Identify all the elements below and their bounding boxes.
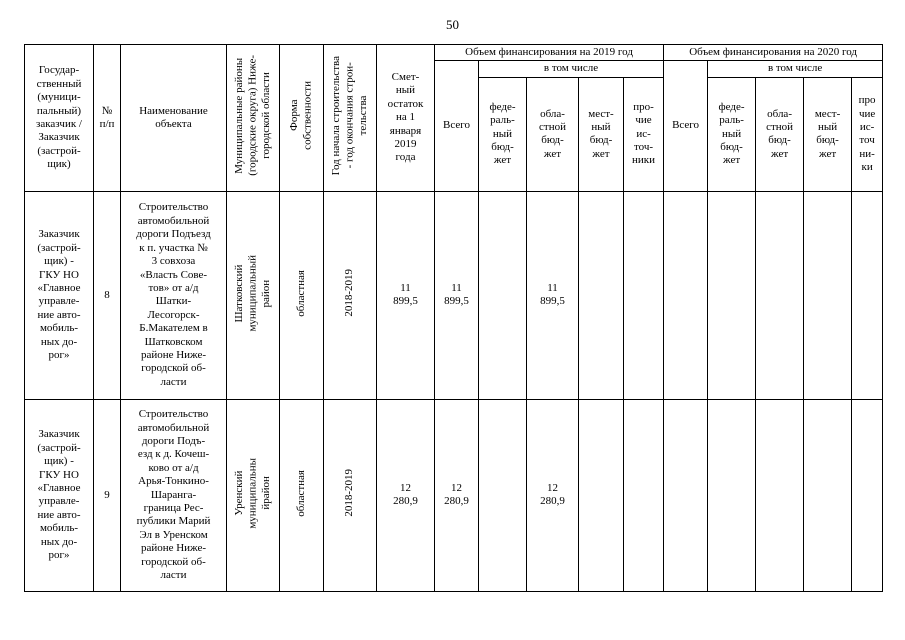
row-num: 8 xyxy=(94,191,121,399)
header-regional-2020: обла- стной бюд- жет xyxy=(756,77,804,191)
row-object-name: Строительство автомобильной дороги Подъезд к п. участка № 3 совхоза «Власть Сове- тов» от а/д Шатки- Лесогорск- Б.Макателем в Шатковском районе Ниже- городской об- ласти xyxy=(121,191,227,399)
row-balance: 12 280,9 xyxy=(377,399,435,591)
financing-table xyxy=(24,44,883,592)
header-customer: Государ- ственный (муници- пальный) заказчик / Заказчик (застрой- щик) xyxy=(25,45,94,192)
row-federal-2019 xyxy=(479,399,527,591)
row-regional-2020 xyxy=(756,399,804,591)
header-total-2020: Всего xyxy=(664,61,708,191)
row-other-2019 xyxy=(624,191,664,399)
header-row-1 xyxy=(25,45,883,61)
row-object-name: Строительство автомобильной дороги Подъ- езд к д. Кочеш- ково от а/д Арья-Тонкино- Шаранга- граница Рес- публики Марий Эл в Уренском районе Ниже- городской об- ласти xyxy=(121,399,227,591)
row-total-2020 xyxy=(664,191,708,399)
header-name: Наименование объекта xyxy=(121,45,227,192)
row-federal-2019 xyxy=(479,191,527,399)
header-other-2019: про- чие ис- точ- ники xyxy=(624,77,664,191)
header-federal-2019: феде- раль- ный бюд- жет xyxy=(479,77,527,191)
row-customer: Заказчик (застрой- щик) - ГКУ НО «Главное управле- ние авто- мобиль- ных до- рог» xyxy=(25,191,94,399)
row-regional-2019: 12 280,9 xyxy=(527,399,579,591)
row-years: 2018-2019 xyxy=(324,191,377,399)
header-district: Муниципальные районы (городские округа) Ниже- городской области xyxy=(227,45,280,192)
row-other-2020 xyxy=(852,399,883,591)
row-federal-2020 xyxy=(708,399,756,591)
row-customer: Заказчик (застрой- щик) - ГКУ НО «Главное управле- ние авто- мобиль- ных до- рог» xyxy=(25,399,94,591)
row-federal-2020 xyxy=(708,191,756,399)
row-local-2020 xyxy=(804,399,852,591)
row-local-2020 xyxy=(804,191,852,399)
header-including-2020: в том числе xyxy=(708,61,883,77)
table-row xyxy=(25,399,883,591)
row-ownership: областная xyxy=(280,399,324,591)
row-years: 2018-2019 xyxy=(324,399,377,591)
row-num: 9 xyxy=(94,399,121,591)
row-district: Шатковский муниципальный район xyxy=(227,191,280,399)
row-district: Уренский муниципальны йрайон xyxy=(227,399,280,591)
row-ownership: областная xyxy=(280,191,324,399)
header-including-2019: в том числе xyxy=(479,61,664,77)
header-ownership: Форма собственности xyxy=(280,45,324,192)
page-number: 50 xyxy=(446,17,459,32)
row-regional-2019: 11 899,5 xyxy=(527,191,579,399)
header-fin-2019: Объем финансирования на 2019 год xyxy=(435,45,664,61)
header-local-2020: мест- ный бюд- жет xyxy=(804,77,852,191)
header-federal-2020: феде- раль- ный бюд- жет xyxy=(708,77,756,191)
row-local-2019 xyxy=(579,399,624,591)
row-other-2020 xyxy=(852,191,883,399)
header-other-2020: про чие ис- точ ни- ки xyxy=(852,77,883,191)
header-local-2019: мест- ный бюд- жет xyxy=(579,77,624,191)
row-other-2019 xyxy=(624,399,664,591)
row-regional-2020 xyxy=(756,191,804,399)
header-balance: Смет- ный остаток на 1 января 2019 года xyxy=(377,45,435,192)
header-regional-2019: обла- стной бюд- жет xyxy=(527,77,579,191)
table-row xyxy=(25,191,883,399)
header-years: Год начала строительства - год окончания строи- тельства xyxy=(324,45,377,192)
header-total-2019: Всего xyxy=(435,61,479,191)
row-balance: 11 899,5 xyxy=(377,191,435,399)
row-total-2019: 11 899,5 xyxy=(435,191,479,399)
header-fin-2020: Объем финансирования на 2020 год xyxy=(664,45,883,61)
row-total-2019: 12 280,9 xyxy=(435,399,479,591)
header-num: № п/п xyxy=(94,45,121,192)
row-total-2020 xyxy=(664,399,708,591)
row-local-2019 xyxy=(579,191,624,399)
